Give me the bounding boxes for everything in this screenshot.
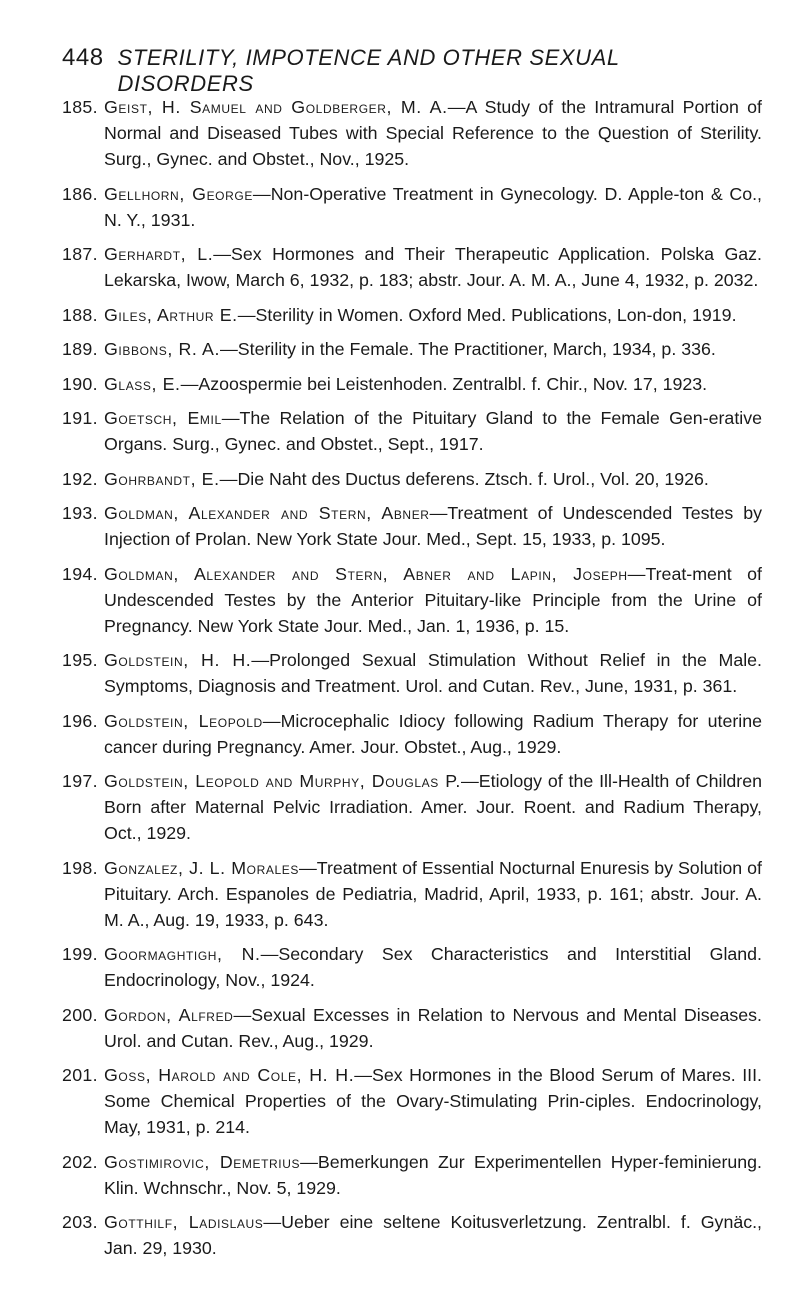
reference-number: 197. (62, 771, 98, 791)
reference-text: —Treatment of Undescended Testes by Injection of Prolan. New York State Jour. Med., Sept. 15, 1933, p. 1095. (104, 503, 762, 549)
reference-entry (62, 768, 762, 846)
reference-entry (62, 1002, 762, 1054)
reference-number: 190. (62, 373, 98, 394)
reference-list (62, 94, 762, 1270)
reference-text: —Secondary Sex Characteristics and Interstitial Gland. Endocrinology, Nov., 1924. (104, 944, 762, 990)
reference-author: Gotthilf, Ladislaus (104, 1212, 264, 1232)
reference-body (104, 181, 762, 233)
reference-text: —Etiology of the Ill-Health of Children Born after Maternal Pelvic Irradiation. Amer. Jour. Roent. and Radium Therapy, Oct., 1929. (104, 771, 763, 843)
reference-number: 187. (62, 244, 98, 264)
reference-author: Geist, H. Samuel and Goldberger, M. A. (104, 97, 448, 117)
reference-entry (62, 466, 762, 492)
reference-body (104, 1149, 762, 1201)
reference-body (104, 371, 762, 397)
reference-text: —Sterility in the Female. The Practitioner, March, 1934, p. 336. (220, 339, 716, 359)
reference-text: —Ueber eine seltene Koitusverletzung. Zentralbl. f. Gynäc., Jan. 29, 1930. (104, 1212, 763, 1258)
reference-entry (62, 500, 762, 552)
reference-author: Goldstein, Leopold (104, 710, 263, 731)
reference-body (104, 405, 762, 457)
reference-body (104, 561, 762, 639)
reference-number: 199. (62, 944, 98, 964)
reference-body (104, 1062, 762, 1140)
reference-author: Glass, E. (104, 373, 181, 394)
reference-text: —A Study of the Intramural Portion of Normal and Diseased Tubes with Special Reference to the Question of Sterility. Surg., Gynec. and Obstet., Nov., 1925. (104, 97, 762, 169)
reference-text: —Sexual Excesses in Relation to Nervous and Mental Diseases. Urol. and Cutan. Rev., Aug., 1929. (104, 1004, 762, 1051)
reference-entry (62, 336, 762, 362)
reference-body (104, 94, 762, 172)
reference-text: —Microcephalic Idiocy following Radium Therapy for uterine cancer during Pregnancy. Amer. Jour. Obstet., Aug., 1929. (104, 710, 763, 757)
reference-body (104, 336, 762, 362)
reference-text: —Sex Hormones and Their Therapeutic Application. Polska Gaz. Lekarska, Iwow, March 6, 1932, p. 183; abstr. Jour. A. M. A., June 4, 1932, p. 2032. (104, 244, 762, 290)
reference-body (104, 768, 762, 846)
reference-author: Goormaghtigh, N. (104, 944, 261, 964)
reference-author: Goetsch, Emil (104, 408, 222, 428)
reference-body (104, 302, 762, 328)
reference-number: 196. (62, 710, 98, 731)
reference-number: 188. (62, 304, 98, 325)
reference-author: Goldstein, Leopold and Murphy, Douglas P. (104, 771, 461, 791)
reference-body (104, 855, 762, 933)
reference-text: —Sterility in Women. Oxford Med. Publications, Lon-don, 1919. (237, 304, 737, 325)
reference-text: —Treatment of Essential Nocturnal Enuresis by Solution of Pituitary. Arch. Espanoles de Pediatria, Madrid, April, 1933, p. 161; abstr. Jour. A. M. A., Aug. 19, 1933, p. 643. (104, 857, 762, 930)
reference-author: Gibbons, R. A. (104, 339, 220, 359)
reference-entry (62, 302, 762, 328)
reference-entry (62, 941, 762, 993)
reference-entry (62, 708, 762, 760)
reference-author: Gerhardt, L. (104, 244, 214, 264)
reference-author: Gellhorn, George (104, 183, 253, 204)
reference-number: 185. (62, 97, 98, 117)
reference-number: 198. (62, 857, 98, 878)
reference-body (104, 647, 762, 699)
reference-author: Gonzalez, J. L. Morales (104, 857, 299, 878)
page-number: 448 (62, 44, 104, 71)
reference-text: —Treat-ment of Undescended Testes by the Anterior Pituitary-like Principle from the Urine of Pregnancy. New York State Jour. Med., Jan. 1, 1936, p. 15. (104, 563, 762, 636)
reference-author: Giles, Arthur E. (104, 304, 238, 325)
reference-body (104, 466, 762, 492)
reference-author: Goldman, Alexander and Stern, Abner and Lapin, Joseph (104, 563, 628, 584)
reference-number: 201. (62, 1065, 98, 1085)
reference-text: —The Relation of the Pituitary Gland to the Female Gen-erative Organs. Surg., Gynec. and Obstet., Sept., 1917. (104, 408, 762, 454)
reference-entry (62, 1209, 762, 1261)
reference-body (104, 941, 762, 993)
reference-text: —Sex Hormones in the Blood Serum of Mares. III. Some Chemical Properties of the Ovary-Stimulating Prin-ciples. Endocrinology, May, 1931, p. 214. (104, 1065, 762, 1137)
reference-number: 194. (62, 563, 98, 584)
reference-number: 193. (62, 503, 98, 523)
reference-text: —Die Naht des Ductus deferens. Ztsch. f. Urol., Vol. 20, 1926. (219, 468, 709, 489)
reference-body (104, 500, 762, 552)
reference-text: —Azoospermie bei Leistenhoden. Zentralbl. f. Chir., Nov. 17, 1923. (180, 373, 708, 394)
reference-number: 200. (62, 1004, 98, 1025)
reference-entry (62, 561, 762, 639)
reference-body (104, 1209, 762, 1261)
reference-number: 202. (62, 1151, 98, 1172)
reference-number: 191. (62, 408, 98, 428)
reference-body (104, 1002, 762, 1054)
reference-text: —Non-Operative Treatment in Gynecology. D. Apple-ton & Co., N. Y., 1931. (104, 183, 762, 230)
reference-entry (62, 1062, 762, 1140)
reference-entry (62, 241, 762, 293)
reference-body (104, 708, 762, 760)
reference-number: 189. (62, 339, 98, 359)
reference-author: Goldstein, H. H. (104, 650, 252, 670)
reference-author: Gordon, Alfred (104, 1004, 234, 1025)
reference-author: Goss, Harold and Cole, H. H. (104, 1065, 355, 1085)
reference-body (104, 241, 762, 293)
reference-number: 195. (62, 650, 98, 670)
reference-author: Gohrbandt, E. (104, 468, 220, 489)
reference-entry (62, 94, 762, 172)
reference-number: 186. (62, 183, 98, 204)
reference-author: Goldman, Alexander and Stern, Abner (104, 503, 430, 523)
reference-text: —Prolonged Sexual Stimulation Without Relief in the Male. Symptoms, Diagnosis and Treatment. Urol. and Cutan. Rev., June, 1931, p. 361. (104, 650, 763, 696)
page-header (62, 44, 762, 96)
running-title: STERILITY, IMPOTENCE AND OTHER SEXUAL DISORDERS (117, 45, 620, 96)
reference-author: Gostimirovic, Demetrius (104, 1151, 301, 1172)
reference-text: —Bemerkungen Zur Experimentellen Hyper-feminierung. Klin. Wchnschr., Nov. 5, 1929. (104, 1151, 762, 1198)
reference-entry (62, 647, 762, 699)
reference-entry (62, 405, 762, 457)
reference-entry (62, 855, 762, 933)
reference-number: 203. (62, 1212, 98, 1232)
reference-entry (62, 371, 762, 397)
reference-entry (62, 1149, 762, 1201)
reference-number: 192. (62, 468, 98, 489)
reference-entry (62, 181, 762, 233)
